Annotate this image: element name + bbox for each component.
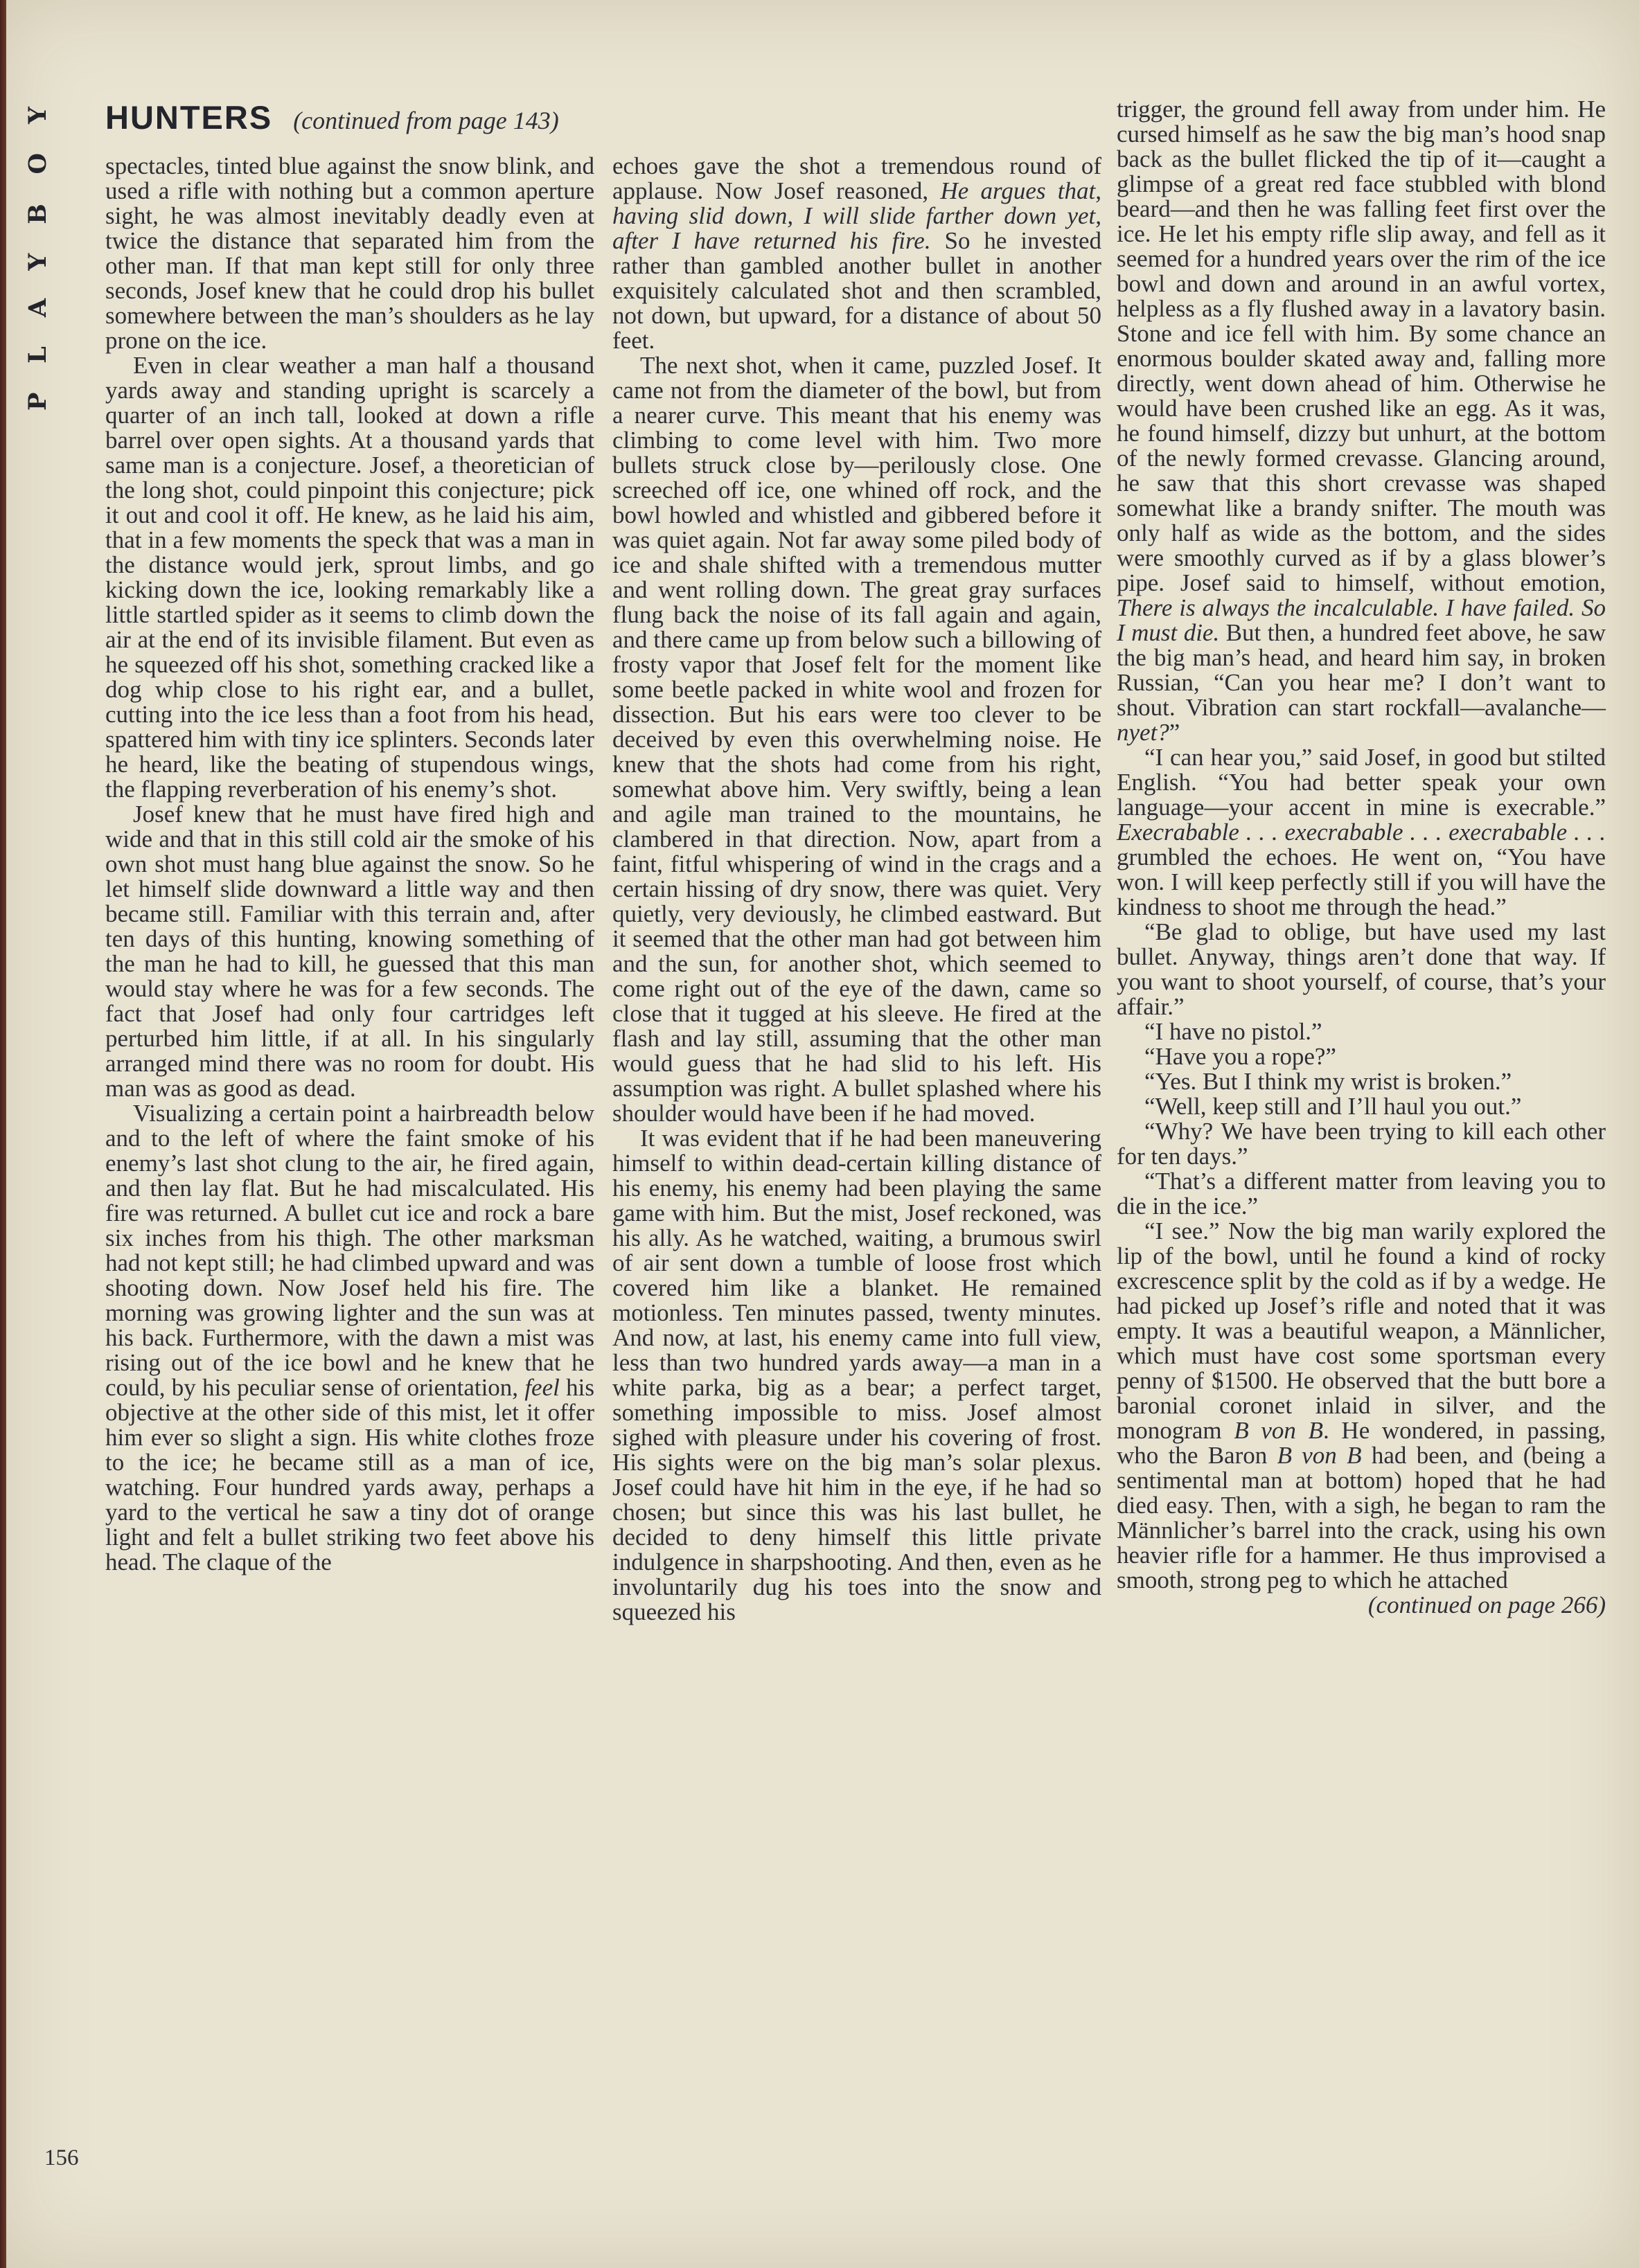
story-paragraph: Visualizing a certain point a hairbreadth below and to the left of where the faint smoke of his enemy’s last shot clung to the air, he fired again, and then lay flat. But he had miscalculated. His fire was returned. A bullet cut ice and rock a bare six inches from his thigh. The other marksman had not kept still; he had climbed upward and was shooting down. Now Josef held his fire. The morning was growing lighter and the sun was at his back. Furthermore, with the dawn a mist was rising out of the ice bowl and he knew that he could, by his peculiar sense of orientation, feel his objective at the other side of this mist, let it offer him ever so slight a sign. His white clothes froze to the ice; he became still as a man of ice, watching. Four hundred yards away, perhaps a yard to the vertical he saw a tiny dot of orange light and felt a bullet striking two feet above his head. The claque of the xyxy=(105,1100,594,1575)
story-paragraph: “That’s a different matter from leaving you to die in the ice.” xyxy=(1117,1168,1606,1220)
story-paragraph: “Why? We have been trying to kill each other for ten days.” xyxy=(1117,1118,1606,1170)
story-paragraph: “Yes. But I think my wrist is broken.” xyxy=(1144,1068,1512,1095)
article-title: HUNTERS xyxy=(105,99,273,136)
magazine-spine-title: PLAYBOY xyxy=(24,78,52,411)
story-paragraph: “I can hear you,” said Josef, in good but stilted English. “You had better speak your own language—your accent in mine is execrable.” Execrabable . . . execrabable . . . execrabable . . . grumbled the echoes. He went on, “You have won. I will keep perfectly still if you will have the kindness to shoot me through the head.” xyxy=(1117,744,1606,920)
story-paragraph: “Be glad to oblige, but have used my last bullet. Anyway, things aren’t done that way. If you want to shoot yourself, of course, that’s your affair.” xyxy=(1117,918,1606,1020)
page-number: 156 xyxy=(44,2145,79,2170)
story-paragraph: “I have no pistol.” xyxy=(1144,1018,1322,1045)
story-paragraph: spectacles, tinted blue against the snow blink, and used a rifle with nothing but a common aperture sight, he was almost inevitably deadly even at twice the distance that separated him from the other man. If that man kept still for only three seconds, Josef knew that he could drop his bullet somewhere between the man’s shoulders as he lay prone on the ice. xyxy=(105,152,594,354)
story-paragraph: It was evident that if he had been maneuvering himself to within dead-certain killing distance of his enemy, his enemy had been playing the same game with him. But the mist, Josef reckoned, was his ally. As he watched, waiting, a brumous swirl of air sent down a tumble of loose frost which covered him like a blanket. He remained motionless. Ten minutes passed, twenty minutes. And now, at last, his enemy came into full view, less than two hundred yards away—a man in a white parka, big as a bear; a perfect target, something impossible to miss. Josef almost sighed with pleasure under his covering of frost. His sights were on the big man’s solar plexus. Josef could have hit him in the eye, if he had so chosen; but since this was his last bullet, he decided to deny himself this little private indulgence in sharpshooting. And then, even as he involuntarily dug his toes into the snow and squeezed his xyxy=(612,1125,1101,1625)
continued-note: (continued on page 266) xyxy=(1367,1591,1606,1618)
article-header xyxy=(105,101,559,135)
text-column-3 xyxy=(1117,97,1606,1618)
story-paragraph: Josef knew that he must have fired high and wide and that in this still cold air the smoke of his own shot must hang blue against the snow. So he let himself slide downward a little way and then became still. Familiar with this terrain and, after ten days of this hunting, knowing something of the man he had to kill, he guessed that this man would stay where he was for a few seconds. The fact that Josef had only four cartridges left perturbed him little, if at all. In his singularly arranged mind there was no room for doubt. His man was as good as dead. xyxy=(105,801,594,1102)
text-column-2 xyxy=(612,154,1101,1625)
story-paragraph: echoes gave the shot a tremendous round of applause. Now Josef reasoned, He argues that, having slid down, I will slide farther down yet, after I have returned his fire. So he invested rather than gambled another bullet in another exquisitely calculated shot and then scrambled, not down, but upward, for a distance of about 50 feet. xyxy=(612,152,1102,354)
story-paragraph: “I see.” Now the big man warily explored the lip of the bowl, until he found a kind of rocky excrescence split by the cold as if by a wedge. He had picked up Josef’s rifle and noted that it was empty. It was a beautiful weapon, a Männlicher, which must have cost some sportsman every penny of $1500. He observed that the butt bore a baronial coronet inlaid in silver, and the monogram B von B. He wondered, in passing, who the Baron B von B had been, and (being a sentimental man at bottom) hoped that he had died easy. Then, with a sigh, he began to ram the Männlicher’s barrel into the crack, using his own heavier rifle for a hammer. He thus improvised a smooth, strong peg to which he attached xyxy=(1117,1217,1606,1593)
text-column-1 xyxy=(105,154,594,1575)
story-paragraph: The next shot, when it came, puzzled Josef. It came not from the diameter of the bowl, but from a nearer curve. This meant that his enemy was climbing to come level with him. Two more bullets struck close by—perilously close. One screeched off ice, one whined off rock, and the bowl howled and whistled and gibbered before it was quiet again. Not far away some piled body of ice and shale shifted with a tremendous mutter and went rolling down. The great gray surfaces flung back the noise of its fall again and again, and there came up from below such a billowing of frosty vapor that Josef felt for the moment like some beetle packed in white wool and frozen for dissection. But his ears were too clever to be deceived by even this overwhelming noise. He knew that the shots had come from his right, somewhat above him. Very swiftly, being a lean and agile man trained to the mountains, he clambered in that direction. Now, apart from a faint, fitful whispering of wind in the crags and a certain hissing of dry snow, there was quiet. Very quietly, very deviously, he climbed eastward. But it seemed that the other man had got between him and the sun, for another shot, which seemed to come right out of the eye of the dawn, came so close that it tugged at his sleeve. He fired at the flash and lay still, assuming that the other man would guess that he had slid to his left. His assumption was right. A bullet splashed where his shoulder would have been if he had moved. xyxy=(612,352,1101,1127)
story-paragraph: “Well, keep still and I’ll haul you out.” xyxy=(1144,1093,1522,1120)
page-edge xyxy=(0,0,6,2268)
story-paragraph: Even in clear weather a man half a thousand yards away and standing upright is scarcely a quarter of an inch tall, looked at down a rifle barrel over open sights. At a thousand yards that same man is a conjecture. Josef, a theoretician of the long shot, could pinpoint this conjecture; pick it out and cool it off. He knew, as he laid his aim, that in a few moments the speck that was a man in the distance would jerk, sprout limbs, and go kicking down the ice, looking remarkably like a little startled spider as it seems to climb down the air at the end of its invisible filament. But even as he squeezed off his shot, something cracked like a dog whip close to his right ear, and a bullet, cutting into the ice less than a foot from his head, spattered him with tiny ice splinters. Seconds later he heard, like the beating of stupendous wings, the flapping reverberation of his enemy’s shot. xyxy=(105,352,594,803)
story-paragraph: trigger, the ground fell away from under him. He cursed himself as he saw the big man’s hood snap back as the bullet flicked the tip of it—caught a glimpse of a great red face stubbled with blond beard—and then he was falling feet first over the ice. He let his empty rifle slip away, and fell as it seemed for a hundred years over the rim of the ice bowl and down and around in an awful vortex, helpless as a fly flushed away in a lavatory basin. Stone and ice fell with him. By some chance an enormous boulder skated away and, falling more directly, went down ahead of him. Otherwise he would have been crushed like an egg. As it was, he found himself, dizzy but unhurt, at the bottom of the newly formed crevasse. Glancing around, he saw that this short crevasse was shaped somewhat like a brandy snifter. The mouth was only half as wide as the bottom, and the sides were smoothly curved as if by a glass blower’s pipe. Josef said to himself, without emotion, There is always the incalculable. I have failed. So I must die. But then, a hundred feet above, he saw the big man’s head, and heard him say, in broken Russian, “Can you hear me? I don’t want to shout. Vibration can start rockfall—avalanche—nyet?” xyxy=(1117,96,1606,746)
continued-from-note: (continued from page 143) xyxy=(293,107,559,134)
story-paragraph: “Have you a rope?” xyxy=(1144,1043,1336,1070)
